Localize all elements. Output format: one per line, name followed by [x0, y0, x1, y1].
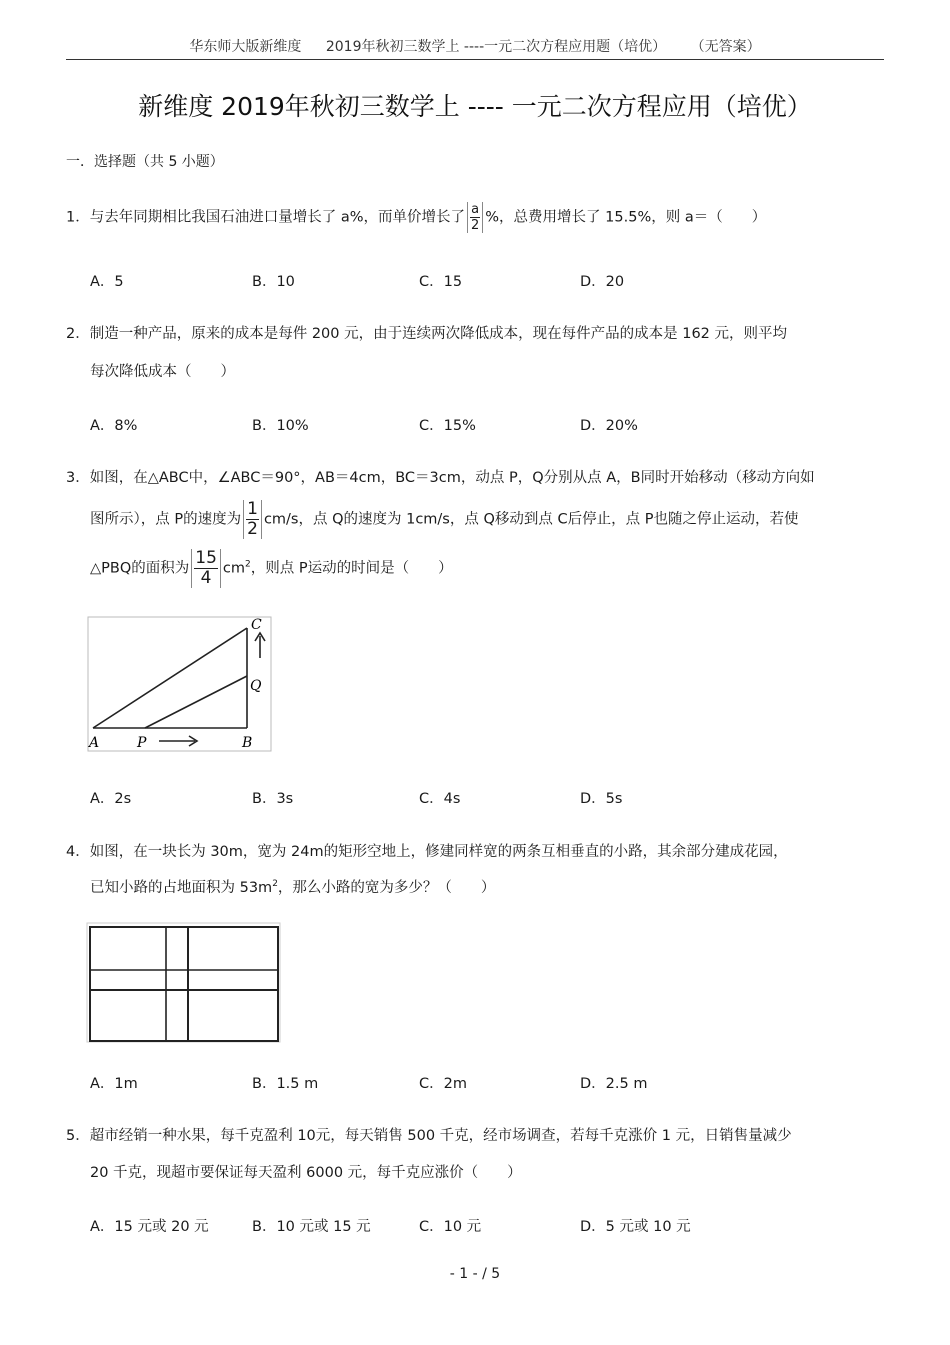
q4-line-1: 4．如图，在一块长为 30m，宽为 24m的矩形空地上，修建同样宽的两条互相垂直的小路，其余部分建成花园， [66, 844, 788, 860]
q4-option-b: B．1.5 m [252, 1076, 319, 1092]
q4-line-2-b: ，那么小路的宽为多少？（ ） [277, 880, 496, 896]
q4-option-d: D．2.5 m [580, 1076, 648, 1092]
q3-frac2-unit: cm [222, 560, 246, 577]
q3-frac1-num: 1 [247, 499, 258, 519]
q5-option-d: D．5 元或 10 元 [580, 1219, 691, 1235]
q3-option-d: D．5s [580, 791, 623, 807]
q3-option-c: C．4s [419, 791, 461, 807]
q1-option-a: A．5 [90, 274, 124, 290]
q3-line-3 [90, 549, 453, 588]
q1-frac-den: 2 [471, 218, 480, 233]
q5-option-c: C．10 元 [419, 1219, 482, 1235]
q4-line-2 [90, 876, 495, 897]
q2-option-c: C．15% [419, 418, 476, 434]
q1-text-a: 1．与去年同期相比我国石油进口量增长了 a%，而单价增长了 [66, 209, 465, 226]
q3-fraction-area [191, 549, 221, 588]
figure-frame [88, 617, 271, 751]
header-rule [66, 59, 884, 60]
q3-line-1: 3．如图，在△ABC中，∠ABC＝90°，AB＝4cm，BC＝3cm，动点 P，Q分别从点 A，B同时开始移动（移动方向如 [66, 470, 815, 486]
section-heading: 一．选择题（共 5 小题） [66, 154, 224, 170]
field-rectangle [90, 927, 278, 1041]
header-note: （无答案） [690, 39, 761, 55]
label-p: P [137, 735, 147, 751]
q3-frac1-den: 2 [247, 519, 258, 539]
q1-option-c: C．15 [419, 274, 463, 290]
q5-option-a: A．15 元或 20 元 [90, 1219, 209, 1235]
q3-option-a: A．2s [90, 791, 132, 807]
q3-frac2-den: 4 [200, 568, 212, 588]
page-header [0, 36, 950, 56]
q3-line-2-b: cm/s，点 Q的速度为 1cm/s，点 Q移动到点 C后停止，点 P也随之停止运动，若使 [263, 511, 799, 528]
label-a: A [89, 735, 100, 751]
q4-option-a: A．1m [90, 1076, 138, 1092]
q4-line-2-exp: 2 [272, 879, 278, 890]
q3-line-2-a: 图所示），点 P的速度为 [90, 511, 242, 528]
q2-option-b: B．10% [252, 418, 309, 434]
q3-line-2 [90, 500, 798, 539]
q3-line-3-b: ，则点 P运动的时间是（ ） [250, 560, 453, 577]
q2-option-d: D．20% [580, 418, 638, 434]
header-course: 2019年秋初三数学上 ----一元二次方程应用题（培优） [325, 39, 667, 55]
q4-option-c: C．2m [419, 1076, 467, 1092]
q5-line-1: 5．超市经销一种水果，每千克盈利 10元，每天销售 500 千克，经市场调查，若每千克涨价 1 元，日销售量减少 [66, 1128, 792, 1144]
q2-line-2: 每次降低成本（ ） [90, 364, 235, 380]
page-title: 新维度 2019年秋初三数学上 ---- 一元二次方程应用（培优） [138, 92, 812, 121]
q2-option-a: A．8% [90, 418, 138, 434]
q4-field-figure [86, 922, 282, 1044]
q3-frac2-num: 15 [195, 548, 217, 568]
q3-triangle-figure [87, 616, 273, 754]
q1-text-b: %，总费用增长了 15.5%，则 a＝（ ） [485, 209, 767, 226]
q5-option-b: B．10 元或 15 元 [252, 1219, 371, 1235]
q3-line-3-a: △PBQ的面积为 [90, 560, 190, 577]
q4-line-2-a: 已知小路的占地面积为 53m [90, 880, 273, 896]
q1-fraction [467, 202, 483, 233]
label-b: B [242, 735, 253, 751]
q3-fraction-speed [243, 500, 262, 539]
page-number: - 1 - / 5 [449, 1266, 501, 1282]
q2-line-1: 2．制造一种产品，原来的成本是每件 200 元，由于连续两次降低成本，现在每件产品的成本是 162 元，则平均 [66, 326, 788, 342]
q1-option-b: B．10 [252, 274, 295, 290]
side-ac [93, 628, 247, 728]
q1-option-d: D．20 [580, 274, 625, 290]
label-q: Q [250, 678, 262, 694]
question-1 [66, 202, 766, 233]
q1-frac-num: a [471, 202, 480, 217]
q5-line-2: 20 千克，现超市要保证每天盈利 6000 元，每千克应涨价（ ） [90, 1165, 522, 1181]
q3-frac2-exp: 2 [245, 559, 251, 570]
q3-option-b: B．3s [252, 791, 294, 807]
header-publisher: 华东师大版新维度 [189, 39, 302, 55]
figure-frame [87, 923, 280, 1042]
label-c: C [251, 617, 262, 633]
